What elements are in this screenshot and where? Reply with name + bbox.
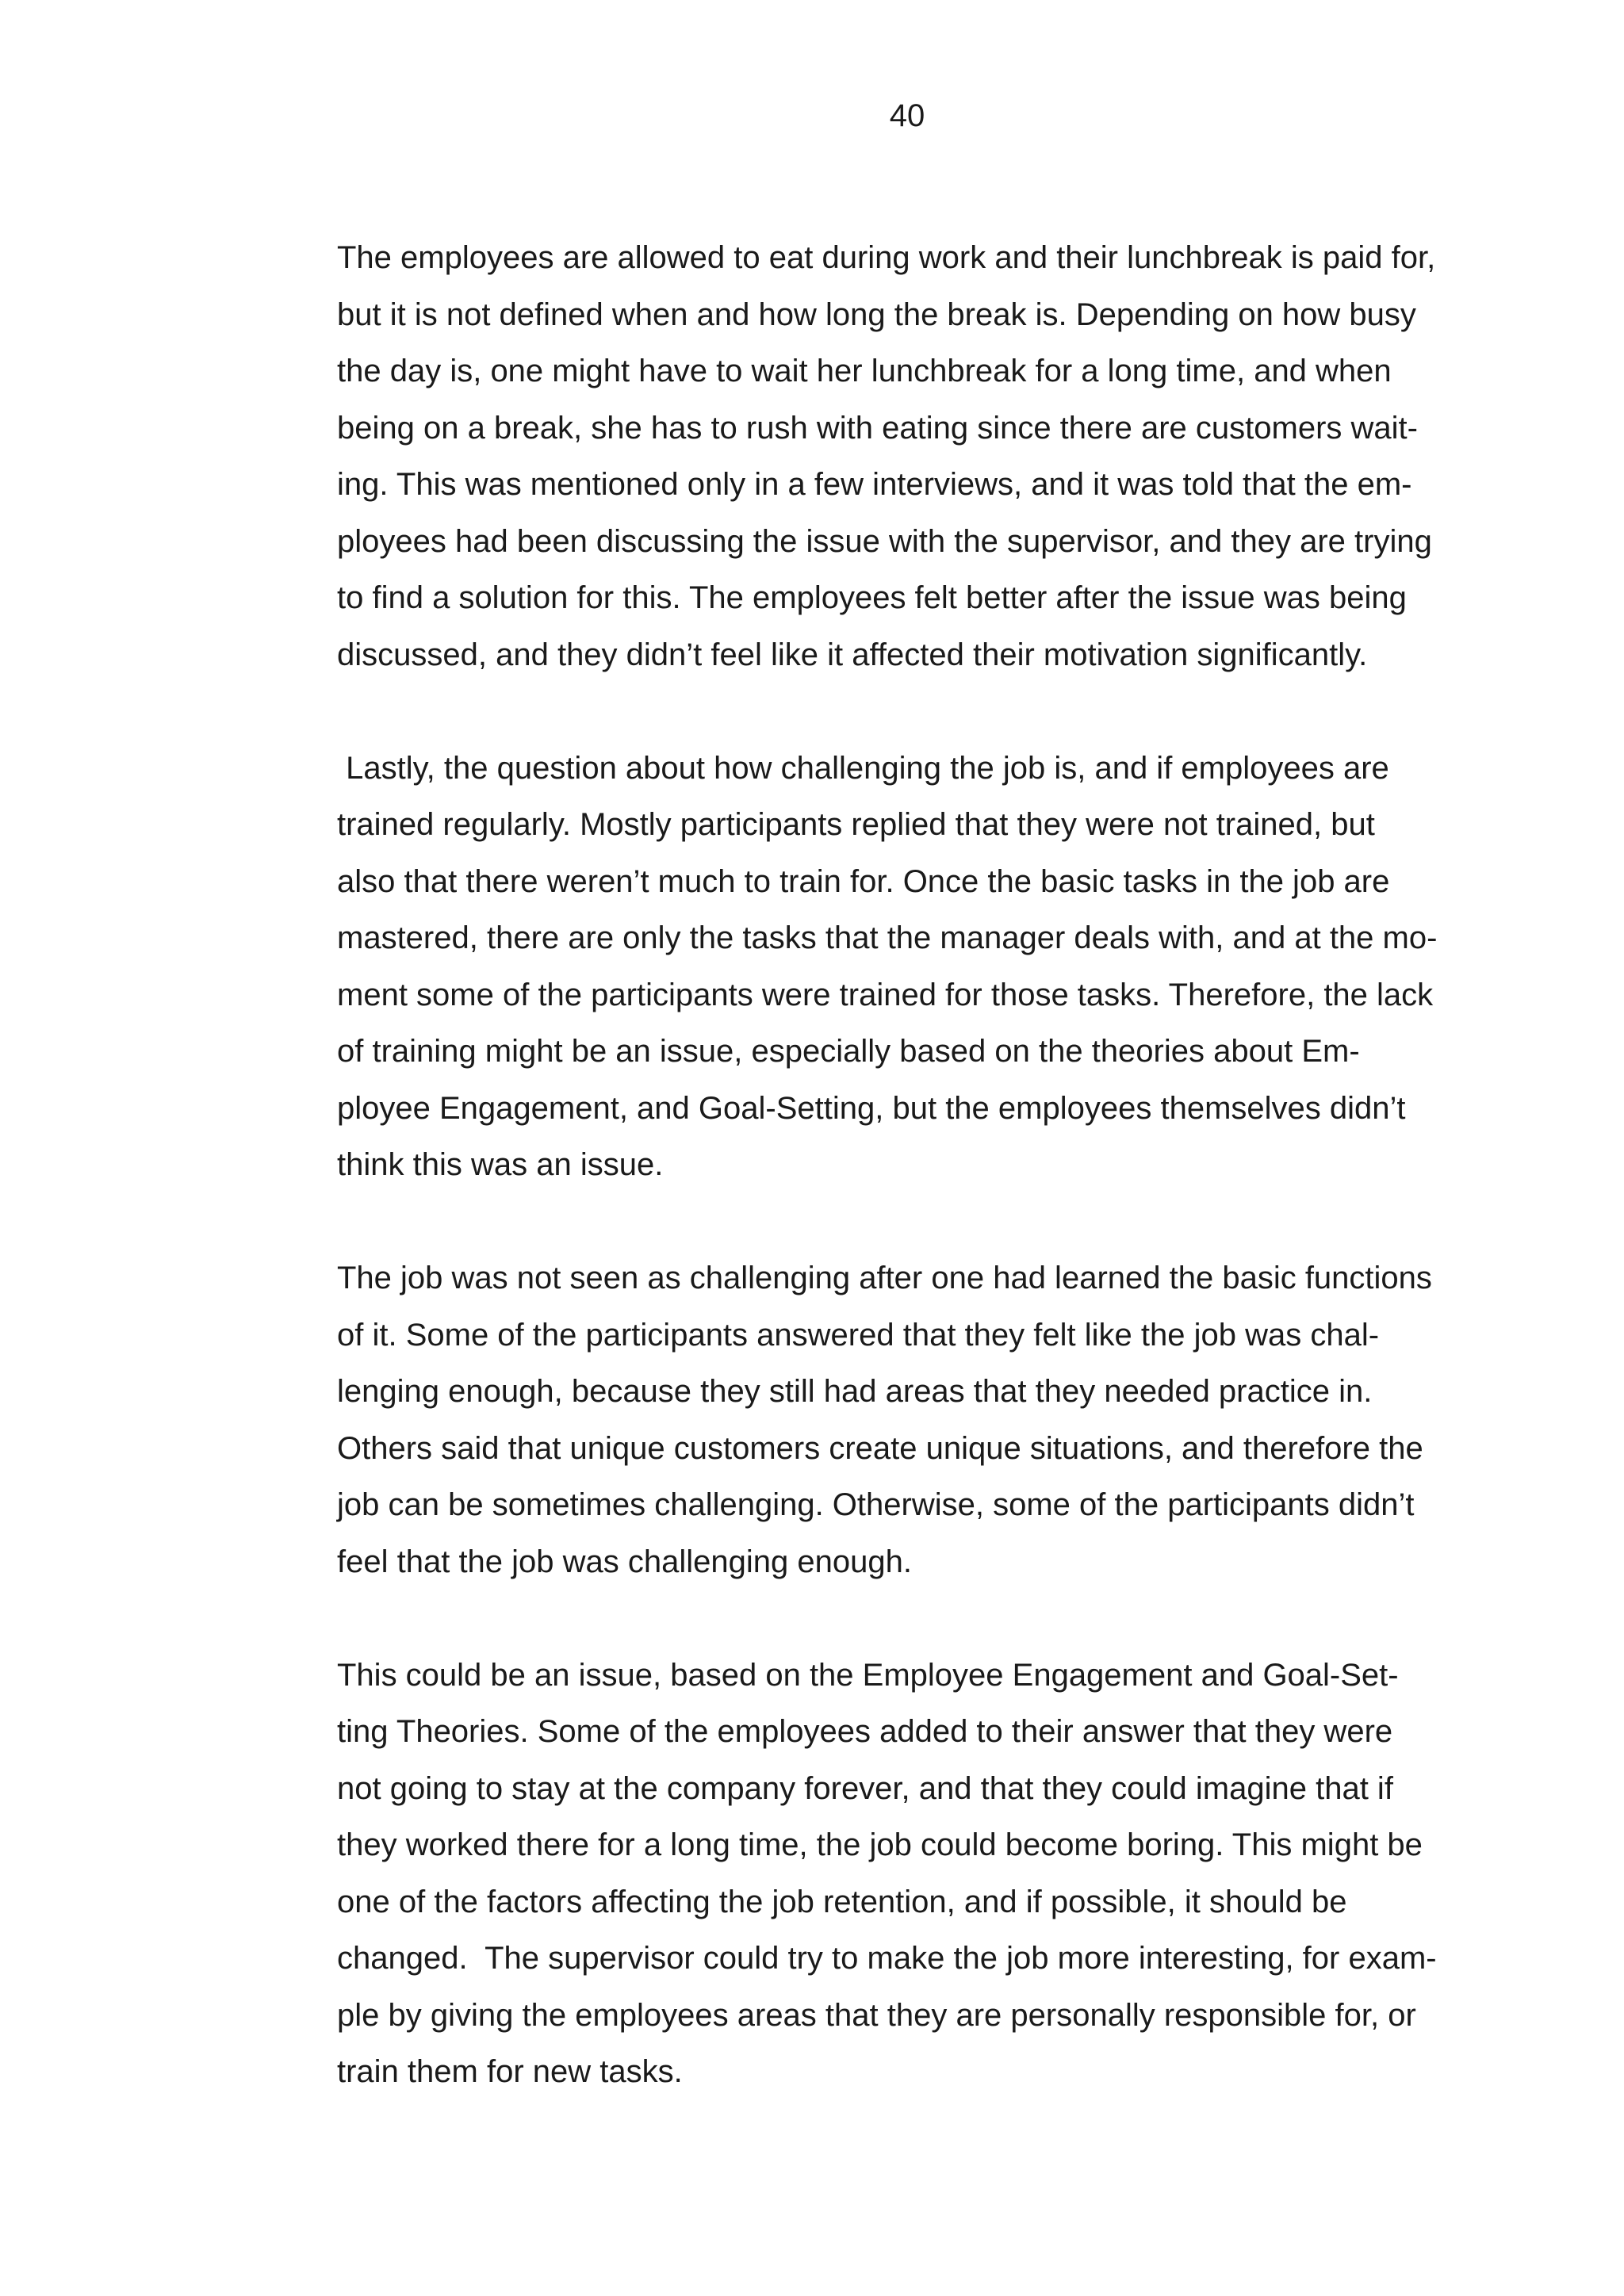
text-line: changed. The supervisor could try to make the job more interesting, for exam- bbox=[337, 1941, 1437, 1976]
text-line: but it is not defined when and how long the break is. Depending on how busy bbox=[337, 297, 1416, 332]
text-line: trained regularly. Mostly participants replied that they were not trained, but bbox=[337, 807, 1375, 842]
paragraph-gap bbox=[337, 1590, 1495, 1647]
text-line: ployees had been discussing the issue with the supervisor, and they are trying bbox=[337, 523, 1432, 559]
text-line: think this was an issue. bbox=[337, 1147, 664, 1182]
text-line: discussed, and they didn’t feel like it affected their motivation significantly. bbox=[337, 637, 1368, 672]
document-body bbox=[337, 230, 1495, 2101]
text-line: not going to stay at the company forever, and that they could imagine that if bbox=[337, 1770, 1393, 1806]
text-line: one of the factors affecting the job retention, and if possible, it should be bbox=[337, 1884, 1347, 1919]
paragraph-gap bbox=[337, 683, 1495, 740]
text-line: the day is, one might have to wait her lunchbreak for a long time, and when bbox=[337, 354, 1392, 388]
text-line: The employees are allowed to eat during work and their lunchbreak is paid for, bbox=[337, 240, 1436, 275]
text-line: also that there weren’t much to train for. Once the basic tasks in the job are bbox=[337, 863, 1390, 899]
text-line: Others said that unique customers create unique situations, and therefore the bbox=[337, 1430, 1423, 1466]
text-line: of training might be an issue, especially based on the theories about Em- bbox=[337, 1034, 1360, 1069]
paragraph-gap bbox=[337, 1194, 1495, 1251]
page-number: 40 bbox=[889, 98, 925, 133]
text-line: they worked there for a long time, the job could become boring. This might be bbox=[337, 1827, 1423, 1862]
text-line: of it. Some of the participants answered that they felt like the job was chal- bbox=[337, 1317, 1380, 1353]
text-line: The job was not seen as challenging after one had learned the basic functions bbox=[337, 1261, 1432, 1295]
paragraph-training bbox=[337, 740, 1495, 1194]
text-line: feel that the job was challenging enough. bbox=[337, 1544, 912, 1579]
text-line: ple by giving the employees areas that they are personally responsible for, or bbox=[337, 1997, 1416, 2033]
text-line: ing. This was mentioned only in a few interviews, and it was told that the em- bbox=[337, 467, 1412, 502]
text-line: lenging enough, because they still had areas that they needed practice in. bbox=[337, 1374, 1373, 1409]
text-line: job can be sometimes challenging. Otherwise, some of the participants didn’t bbox=[337, 1487, 1415, 1522]
paragraph-lunchbreak bbox=[337, 230, 1495, 683]
text-line: ployee Engagement, and Goal-Setting, but the employees themselves didn’t bbox=[337, 1090, 1406, 1126]
text-line: ment some of the participants were trained for those tasks. Therefore, the lack bbox=[337, 977, 1434, 1012]
text-line: mastered, there are only the tasks that the manager deals with, and at the mo- bbox=[337, 920, 1438, 955]
text-line: to find a solution for this. The employees felt better after the issue was being bbox=[337, 580, 1407, 615]
text-line: Lastly, the question about how challenging the job is, and if employees are bbox=[337, 750, 1389, 786]
paragraph-retention bbox=[337, 1647, 1495, 2101]
text-line: ting Theories. Some of the employees added to their answer that they were bbox=[337, 1714, 1393, 1749]
text-line: train them for new tasks. bbox=[337, 2054, 683, 2089]
text-line: This could be an issue, based on the Employee Engagement and Goal-Set- bbox=[337, 1657, 1399, 1693]
text-line: being on a break, she has to rush with eating since there are customers wait- bbox=[337, 410, 1418, 446]
paragraph-challenge bbox=[337, 1250, 1495, 1590]
